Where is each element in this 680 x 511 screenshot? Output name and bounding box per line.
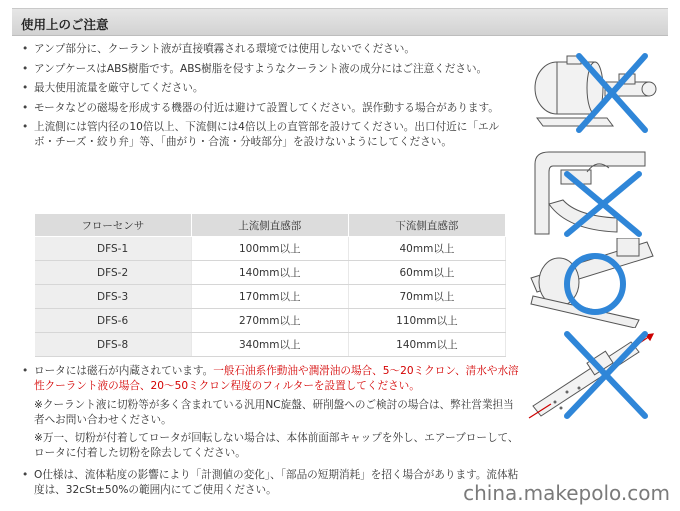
table-cell: 60mm以上 (348, 261, 505, 285)
chip-removal-note: ※万一、切粉が付着してロータが回転しない場合は、本体前面部キャップを外し、エアーブローして、ロータに付着した切粉を除去してください。 (34, 432, 519, 459)
table-cell: 270mm以上 (191, 309, 348, 333)
inquiry-note: ※クーラント液に切粉等が多く含まれている汎用NC旋盤、研削盤へのご検討の場合は、弊社営業担当者へお問い合わせください。 (34, 399, 514, 426)
table-cell: 110mm以上 (348, 309, 505, 333)
column-header: 上流側直感部 (191, 214, 348, 237)
caution-item: • アンプ部分に、クーラント液が直接噴霧される環境では使用しないでください。 (22, 42, 520, 57)
column-header: 下流側直感部 (348, 214, 505, 237)
debris-flow-illustration (527, 330, 657, 420)
column-header: フローセンサ (35, 214, 192, 237)
table-cell: 170mm以上 (191, 285, 348, 309)
caution-item: • 最大使用流量を厳守してください。 (22, 81, 520, 96)
table-cell: 140mm以上 (348, 333, 505, 357)
section-title: 使用上のご注意 (21, 17, 109, 32)
table-row (35, 285, 506, 309)
watermark: china.makepolo.com (463, 481, 670, 505)
caution-list (22, 42, 520, 154)
table-cell: DFS-2 (35, 261, 192, 285)
straight-pipe-ok-illustration (527, 238, 657, 328)
motor-proximity-illustration (527, 48, 657, 138)
table-row (35, 333, 506, 357)
section-header (12, 8, 668, 36)
elbow-pipe-illustration (527, 144, 657, 239)
table-cell: DFS-6 (35, 309, 192, 333)
table-header-row (35, 214, 506, 237)
table-cell: 40mm以上 (348, 237, 505, 261)
table-cell: 140mm以上 (191, 261, 348, 285)
table-cell: DFS-8 (35, 333, 192, 357)
table-cell: DFS-1 (35, 237, 192, 261)
table-cell: 340mm以上 (191, 333, 348, 357)
caution-item: • 上流側には管内径の10倍以上、下流側には4倍以上の直管部を設けてください。出口付近に「エルボ・チーズ・絞り弁」等、「曲がり・合流・分岐部分」を設けないようにしてください。 (22, 120, 520, 149)
straight-pipe-table (34, 213, 506, 357)
table-cell: 70mm以上 (348, 285, 505, 309)
rotor-note (22, 364, 520, 393)
lower-notes (22, 364, 520, 502)
cross-mark-icon (567, 334, 645, 416)
table-row (35, 261, 506, 285)
filter-warning-text: 一般石油系作動油や潤滑油の場合、5〜20ミクロン、清水や水溶性クーラント液の場合、20〜50ミクロン程度のフィルターを設置してください。 (34, 365, 519, 392)
table-row (35, 309, 506, 333)
caution-item: • アンプケースはABS樹脂です。ABS樹脂を侵すようなクーラント液の成分にはご注意ください。 (22, 62, 520, 77)
caution-item: • モータなどの磁場を形成する機器の付近は避けて設置してください。誤作動する場合があります。 (22, 101, 520, 116)
table-cell: 100mm以上 (191, 237, 348, 261)
table-cell: DFS-3 (35, 285, 192, 309)
rotor-note-text: ロータには磁石が内蔵されています。 (34, 365, 214, 377)
viscosity-note: • O仕様は、流体粘度の影響により「計測値の変化」、「部品の短期消耗」を招く場合があります。流体粘度は、32cSt±50%の範囲内にてご使用ください。 (22, 468, 520, 497)
table-row (35, 237, 506, 261)
